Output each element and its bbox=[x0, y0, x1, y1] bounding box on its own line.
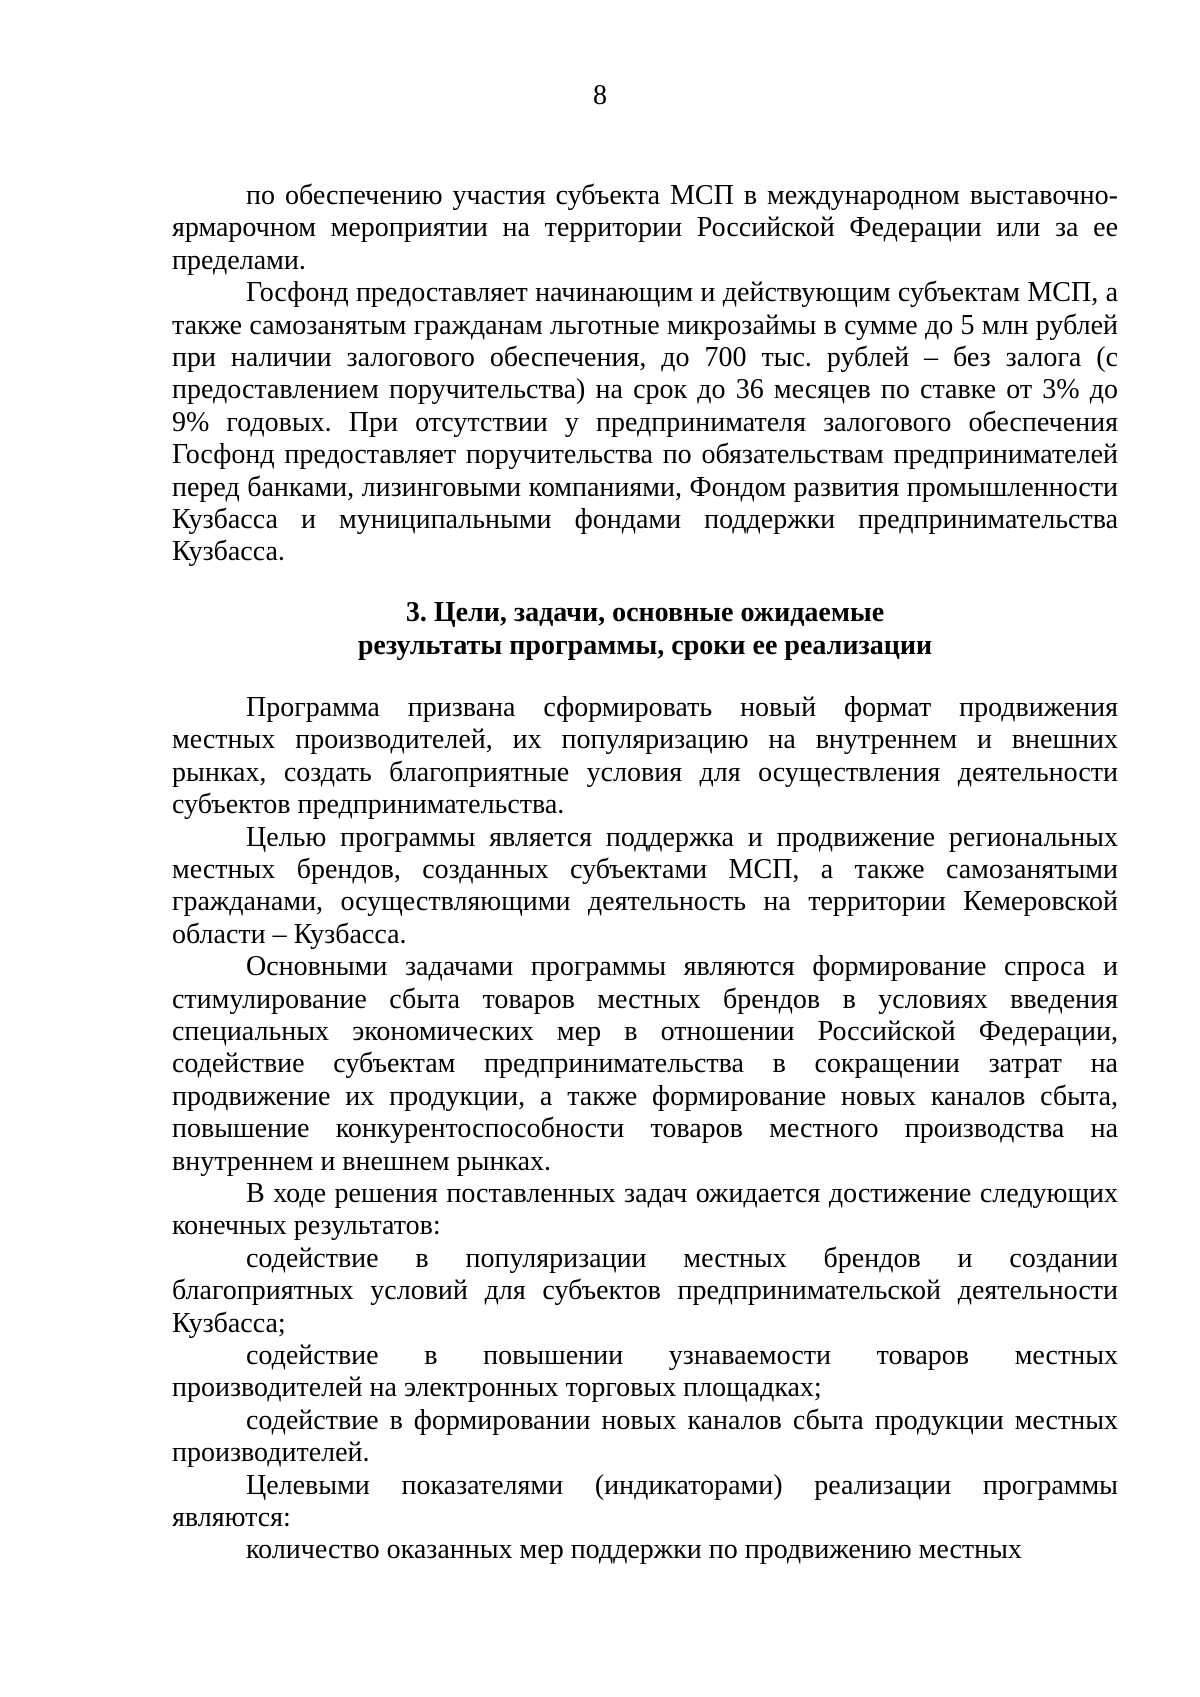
document-body bbox=[172, 180, 1118, 1567]
paragraph-expected-results-intro: В ходе решения поставленных задач ожидается достижение следующих конечных результатов: bbox=[172, 1177, 1118, 1242]
result-item-popularization: содействие в популяризации местных брендов и создании благоприятных условий для субъектов предпринимательской деятельности Кузбасса; bbox=[172, 1242, 1118, 1339]
paragraph-program-purpose: Программа призвана сформировать новый формат продвижения местных производителей, их популяризацию на внутреннем и внешних рынках, создать благоприятные условия для осуществления деятельности субъектов предпринимательства. bbox=[172, 691, 1118, 821]
paragraph-program-tasks: Основными задачами программы являются формирование спроса и стимулирование сбыта товаров местных брендов в условиях введения специальных экономических мер в отношении Российской Федерации, содействие субъектам предпринимательства в сокращении затрат на продвижение их продукции, а также формирование новых каналов сбыта, повышение конкурентоспособности товаров местного производства на внутреннем и внешнем рынках. bbox=[172, 951, 1118, 1177]
section-heading-line-1: 3. Цели, задачи, основные ожидаемые bbox=[405, 596, 885, 628]
section-heading bbox=[172, 596, 1118, 662]
indicator-item-support-measures: количество оказанных мер поддержки по продвижению местных bbox=[246, 1534, 1022, 1566]
result-item-sales-channels: содействие в формировании новых каналов сбыта продукции местных производителей. bbox=[172, 1404, 1118, 1469]
result-item-recognition: содействие в повышении узнаваемости товаров местных производителей на электронных торговых площадках; bbox=[172, 1340, 1118, 1404]
gosfond-paragraph: Госфонд предоставляет начинающим и действующим субъектам МСП, а также самозанятым гражданам льготные микрозаймы в сумме до 5 млн рублей при наличии залогового обеспечения, до 700 тыс. рублей – без залога (с предоставлением поручительства) на срок до 36 месяцев по ставке от 3% до 9% годовых. При отсутствии у предпринимателя залогового обеспечения Госфонд предоставляет поручительства по обязательствам предпринимателей перед банками, лизинговыми компаниями, Фондом развития промышленности Кузбасса и муниципальными фондами поддержки предпринимательства Кузбасса. bbox=[172, 277, 1118, 568]
continued-paragraph: по обеспечению участия субъекта МСП в международном выставочно-ярмарочном мероприятии на территории Российской Федерации или за ее пределами. bbox=[172, 180, 1118, 276]
section-heading-line-2: результаты программы, сроки ее реализации bbox=[357, 629, 933, 661]
paragraph-program-goal: Целью программы является поддержка и продвижение региональных местных брендов, созданных субъектами МСП, а также самозанятыми гражданами, осуществляющими деятельность на территории Кемеровской области – Кузбасса. bbox=[172, 821, 1118, 950]
paragraph-target-indicators: Целевыми показателями (индикаторами) реализации программы являются: bbox=[172, 1469, 1118, 1534]
page-number: 8 bbox=[593, 80, 607, 111]
